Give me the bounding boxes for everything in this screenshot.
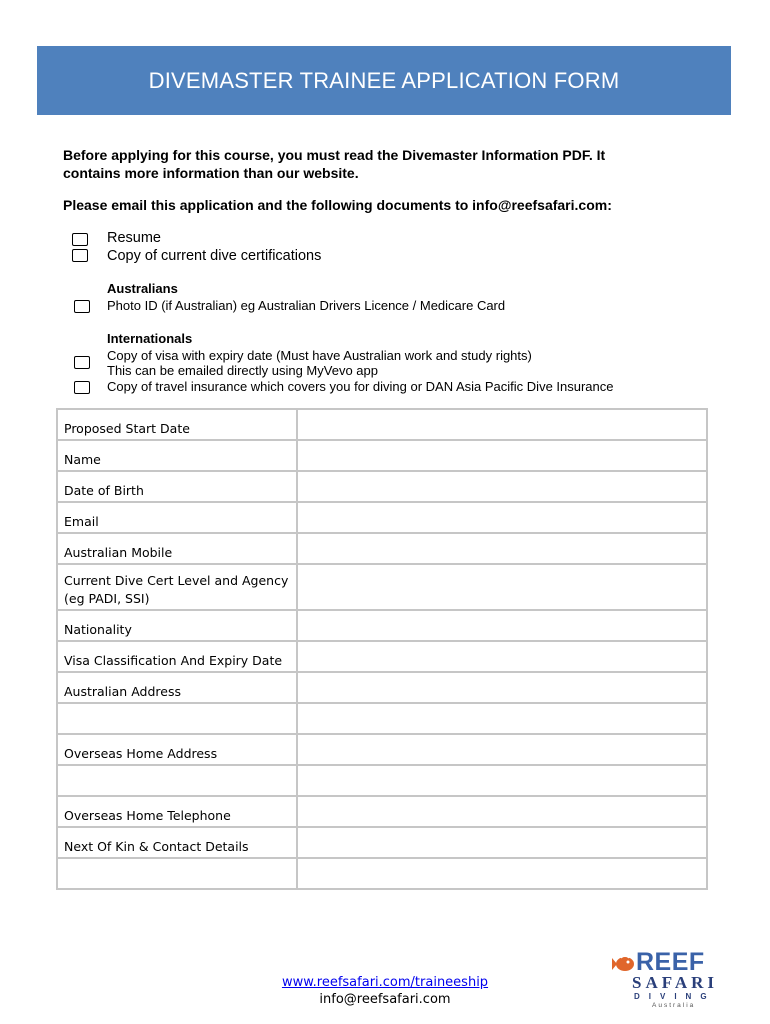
- visa-classification-label: Visa Classification And Expiry Date: [57, 641, 297, 672]
- logo-word-australia: Australia: [652, 1002, 696, 1008]
- table-row: [57, 858, 707, 889]
- name-label: Name: [57, 440, 297, 471]
- table-row: [57, 409, 707, 440]
- australian-address-extra-cell[interactable]: [57, 703, 297, 734]
- overseas-home-address-field[interactable]: [297, 734, 707, 765]
- proposed-start-date-label: Proposed Start Date: [57, 409, 297, 440]
- intro-text: [63, 146, 703, 182]
- photo-id-checkbox[interactable]: [74, 300, 90, 313]
- email-field[interactable]: [297, 502, 707, 533]
- table-row: [57, 471, 707, 502]
- next-of-kin-extra-cell[interactable]: [57, 858, 297, 889]
- dive-cert-label-line-2: (eg PADI, SSI): [64, 591, 150, 606]
- date-of-birth-field[interactable]: [297, 471, 707, 502]
- overseas-home-address-label: Overseas Home Address: [57, 734, 297, 765]
- date-of-birth-label: Date of Birth: [57, 471, 297, 502]
- resume-checkbox[interactable]: [72, 233, 88, 246]
- next-of-kin-extra-field[interactable]: [297, 858, 707, 889]
- certifications-checkbox[interactable]: [72, 249, 88, 262]
- australians-heading: Australians: [107, 281, 178, 296]
- overseas-telephone-field[interactable]: [297, 796, 707, 827]
- resume-label: Resume: [107, 230, 161, 246]
- visa-classification-field[interactable]: [297, 641, 707, 672]
- australian-mobile-field[interactable]: [297, 533, 707, 564]
- dive-cert-field[interactable]: [297, 564, 707, 610]
- form-title: DIVEMASTER TRAINEE APPLICATION FORM: [148, 67, 620, 93]
- logo-word-safari: SAFARI: [632, 973, 719, 992]
- fish-icon: [612, 956, 634, 971]
- email-label: Email: [57, 502, 297, 533]
- photo-id-label: Photo ID (if Australian) eg Australian Drivers Licence / Medicare Card: [107, 298, 506, 313]
- visa-checkbox[interactable]: [74, 356, 90, 369]
- next-of-kin-label: Next Of Kin & Contact Details: [57, 827, 297, 858]
- table-row: [57, 610, 707, 641]
- australian-address-field[interactable]: [297, 672, 707, 703]
- intro-line-2: contains more information than our website.: [63, 165, 359, 181]
- table-row: [57, 502, 707, 533]
- internationals-heading: Internationals: [107, 331, 193, 346]
- certifications-label: Copy of current dive certifications: [107, 248, 322, 264]
- reef-safari-logo: [612, 944, 722, 1008]
- intro-line-1: Before applying for this course, you must read the Divemaster Information PDF. It: [63, 147, 606, 163]
- dive-cert-label-line-1: Current Dive Cert Level and Agency: [64, 573, 289, 588]
- table-row: [57, 533, 707, 564]
- nationality-label: Nationality: [57, 610, 297, 641]
- insurance-label: Copy of travel insurance which covers you for diving or DAN Asia Pacific Dive Insurance: [107, 379, 614, 394]
- table-row: [57, 827, 707, 858]
- next-of-kin-field[interactable]: [297, 827, 707, 858]
- table-row: [57, 796, 707, 827]
- table-row: [57, 641, 707, 672]
- australian-mobile-label: Australian Mobile: [57, 533, 297, 564]
- footer-email: info@reefsafari.com: [319, 992, 451, 1007]
- email-instruction: Please email this application and the following documents to info@reefsafari.com:: [63, 197, 612, 213]
- overseas-address-extra-field[interactable]: [297, 765, 707, 796]
- proposed-start-date-field[interactable]: [297, 409, 707, 440]
- dive-cert-label: [57, 564, 297, 610]
- table-row: [57, 672, 707, 703]
- table-row: [57, 703, 707, 734]
- overseas-address-extra-cell[interactable]: [57, 765, 297, 796]
- visa-label: Copy of visa with expiry date (Must have Australian work and study rights): [107, 348, 532, 363]
- nationality-field[interactable]: [297, 610, 707, 641]
- table-row: [57, 440, 707, 471]
- insurance-checkbox[interactable]: [74, 381, 90, 394]
- table-row: [57, 734, 707, 765]
- name-field[interactable]: [297, 440, 707, 471]
- australian-address-label: Australian Address: [57, 672, 297, 703]
- australian-address-extra-field[interactable]: [297, 703, 707, 734]
- table-row: [57, 564, 707, 610]
- overseas-telephone-label: Overseas Home Telephone: [57, 796, 297, 827]
- traineeship-link[interactable]: www.reefsafari.com/traineeship: [281, 975, 489, 990]
- myvevo-note: This can be emailed directly using MyVevo app: [107, 363, 378, 378]
- table-row: [57, 765, 707, 796]
- logo-word-diving: DIVING: [634, 992, 716, 1001]
- application-form-table: [56, 408, 708, 890]
- logo-word-reef: REEF: [636, 948, 705, 976]
- form-title-banner: [37, 46, 731, 115]
